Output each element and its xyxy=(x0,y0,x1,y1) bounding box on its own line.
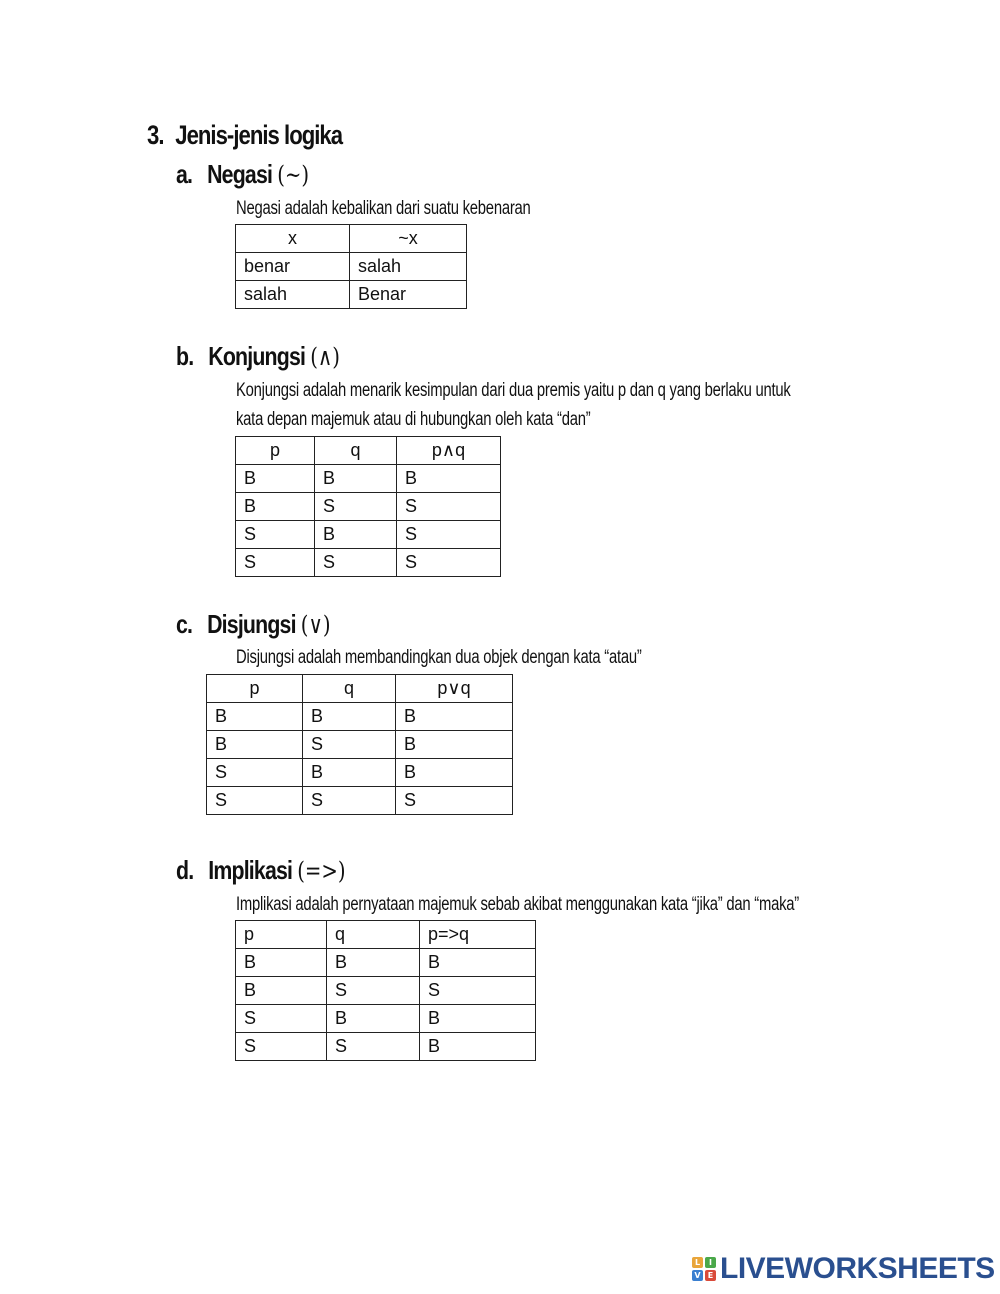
table-cell: S xyxy=(236,1005,327,1033)
implikasi-description: Implikasi adalah pernyataan majemuk sebab akibat menggunakan kata “jika” dan “maka” xyxy=(236,894,800,915)
implikasi-heading xyxy=(176,855,346,886)
section-number: 3. xyxy=(147,120,164,150)
table-cell: B xyxy=(236,977,327,1005)
table-cell: S xyxy=(315,549,397,577)
section-title: Jenis-jenis logika xyxy=(175,120,343,150)
table-row xyxy=(207,759,513,787)
table-cell: S xyxy=(397,549,501,577)
header-cell: p xyxy=(236,437,315,465)
header-cell: q xyxy=(315,437,397,465)
table-cell: S xyxy=(327,977,420,1005)
konjungsi-table xyxy=(235,436,501,577)
disjungsi-table xyxy=(206,674,513,815)
table-cell: S xyxy=(420,977,536,1005)
header-cell: p∧q xyxy=(397,437,501,465)
disjungsi-symbol: (∨) xyxy=(300,611,331,639)
negasi-table xyxy=(235,224,467,309)
table-cell: B xyxy=(420,1005,536,1033)
implikasi-title: Implikasi xyxy=(208,855,293,885)
negasi-description: Negasi adalah kebalikan dari suatu kebenaran xyxy=(236,198,531,219)
konjungsi-symbol: (∧) xyxy=(310,343,340,371)
table-cell: S xyxy=(303,787,396,815)
konjungsi-description-line2: kata depan majemuk atau di hubungkan oleh kata “dan” xyxy=(236,409,591,430)
table-cell: B xyxy=(236,465,315,493)
table-cell: B xyxy=(303,759,396,787)
table-cell: B xyxy=(315,465,397,493)
table-cell: B xyxy=(236,493,315,521)
konjungsi-heading xyxy=(176,341,340,372)
konjungsi-description-line1: Konjungsi adalah menarik kesimpulan dari dua premis yaitu p dan q yang berlaku untuk xyxy=(236,380,791,401)
table-row xyxy=(207,731,513,759)
table-header-row xyxy=(236,437,501,465)
disjungsi-heading xyxy=(176,609,331,640)
logo-mark-l: L xyxy=(692,1257,703,1268)
implikasi-table xyxy=(235,920,536,1061)
table-row xyxy=(236,281,467,309)
table-cell: B xyxy=(420,949,536,977)
table-cell: B xyxy=(420,1033,536,1061)
table-cell: B xyxy=(396,731,513,759)
table-cell: B xyxy=(327,949,420,977)
table-row xyxy=(236,549,501,577)
table-cell: S xyxy=(397,521,501,549)
table-cell: B xyxy=(207,703,303,731)
konjungsi-title: Konjungsi xyxy=(208,341,306,371)
negasi-title: Negasi xyxy=(207,159,273,189)
negasi-letter: a. xyxy=(176,159,193,189)
table-row xyxy=(236,977,536,1005)
table-cell: S xyxy=(315,493,397,521)
header-cell: x xyxy=(236,225,350,253)
table-cell: B xyxy=(396,703,513,731)
disjungsi-title: Disjungsi xyxy=(207,609,296,639)
logo-mark-icon xyxy=(692,1257,716,1281)
table-cell: salah xyxy=(350,253,467,281)
table-cell: S xyxy=(236,549,315,577)
table-cell: S xyxy=(396,787,513,815)
table-cell: B xyxy=(207,731,303,759)
table-cell: salah xyxy=(236,281,350,309)
table-cell: S xyxy=(207,787,303,815)
table-row xyxy=(236,493,501,521)
konjungsi-letter: b. xyxy=(176,341,194,371)
table-header-row xyxy=(236,225,467,253)
table-row xyxy=(207,787,513,815)
logo-mark-e: E xyxy=(705,1270,716,1281)
table-cell: S xyxy=(236,521,315,549)
implikasi-letter: d. xyxy=(176,855,194,885)
table-cell: B xyxy=(397,465,501,493)
header-cell: q xyxy=(327,921,420,949)
negasi-heading xyxy=(176,159,309,190)
header-cell: p xyxy=(236,921,327,949)
table-cell: S xyxy=(207,759,303,787)
liveworksheets-logo[interactable] xyxy=(692,1251,995,1287)
table-cell: S xyxy=(303,731,396,759)
logo-mark-v: V xyxy=(692,1270,703,1281)
section-heading xyxy=(147,120,342,151)
table-header-row xyxy=(236,921,536,949)
table-row xyxy=(236,465,501,493)
table-cell: B xyxy=(236,949,327,977)
table-row xyxy=(236,1033,536,1061)
implikasi-symbol: (=>) xyxy=(297,857,346,885)
logo-text: LIVEWORKSHEETS xyxy=(720,1252,995,1285)
header-cell: ~x xyxy=(350,225,467,253)
table-row xyxy=(207,703,513,731)
table-cell: benar xyxy=(236,253,350,281)
table-header-row xyxy=(207,675,513,703)
table-row xyxy=(236,1005,536,1033)
negasi-symbol: (~) xyxy=(277,161,310,189)
table-cell: B xyxy=(303,703,396,731)
table-row xyxy=(236,949,536,977)
table-cell: B xyxy=(396,759,513,787)
table-row xyxy=(236,521,501,549)
disjungsi-letter: c. xyxy=(176,609,193,639)
header-cell: p=>q xyxy=(420,921,536,949)
table-cell: Benar xyxy=(350,281,467,309)
header-cell: p xyxy=(207,675,303,703)
table-cell: B xyxy=(315,521,397,549)
header-cell: p∨q xyxy=(396,675,513,703)
table-cell: B xyxy=(327,1005,420,1033)
table-cell: S xyxy=(397,493,501,521)
header-cell: q xyxy=(303,675,396,703)
disjungsi-description: Disjungsi adalah membandingkan dua objek dengan kata “atau” xyxy=(236,647,642,668)
logo-mark-i: I xyxy=(705,1257,716,1268)
table-row xyxy=(236,253,467,281)
table-cell: S xyxy=(327,1033,420,1061)
table-cell: S xyxy=(236,1033,327,1061)
